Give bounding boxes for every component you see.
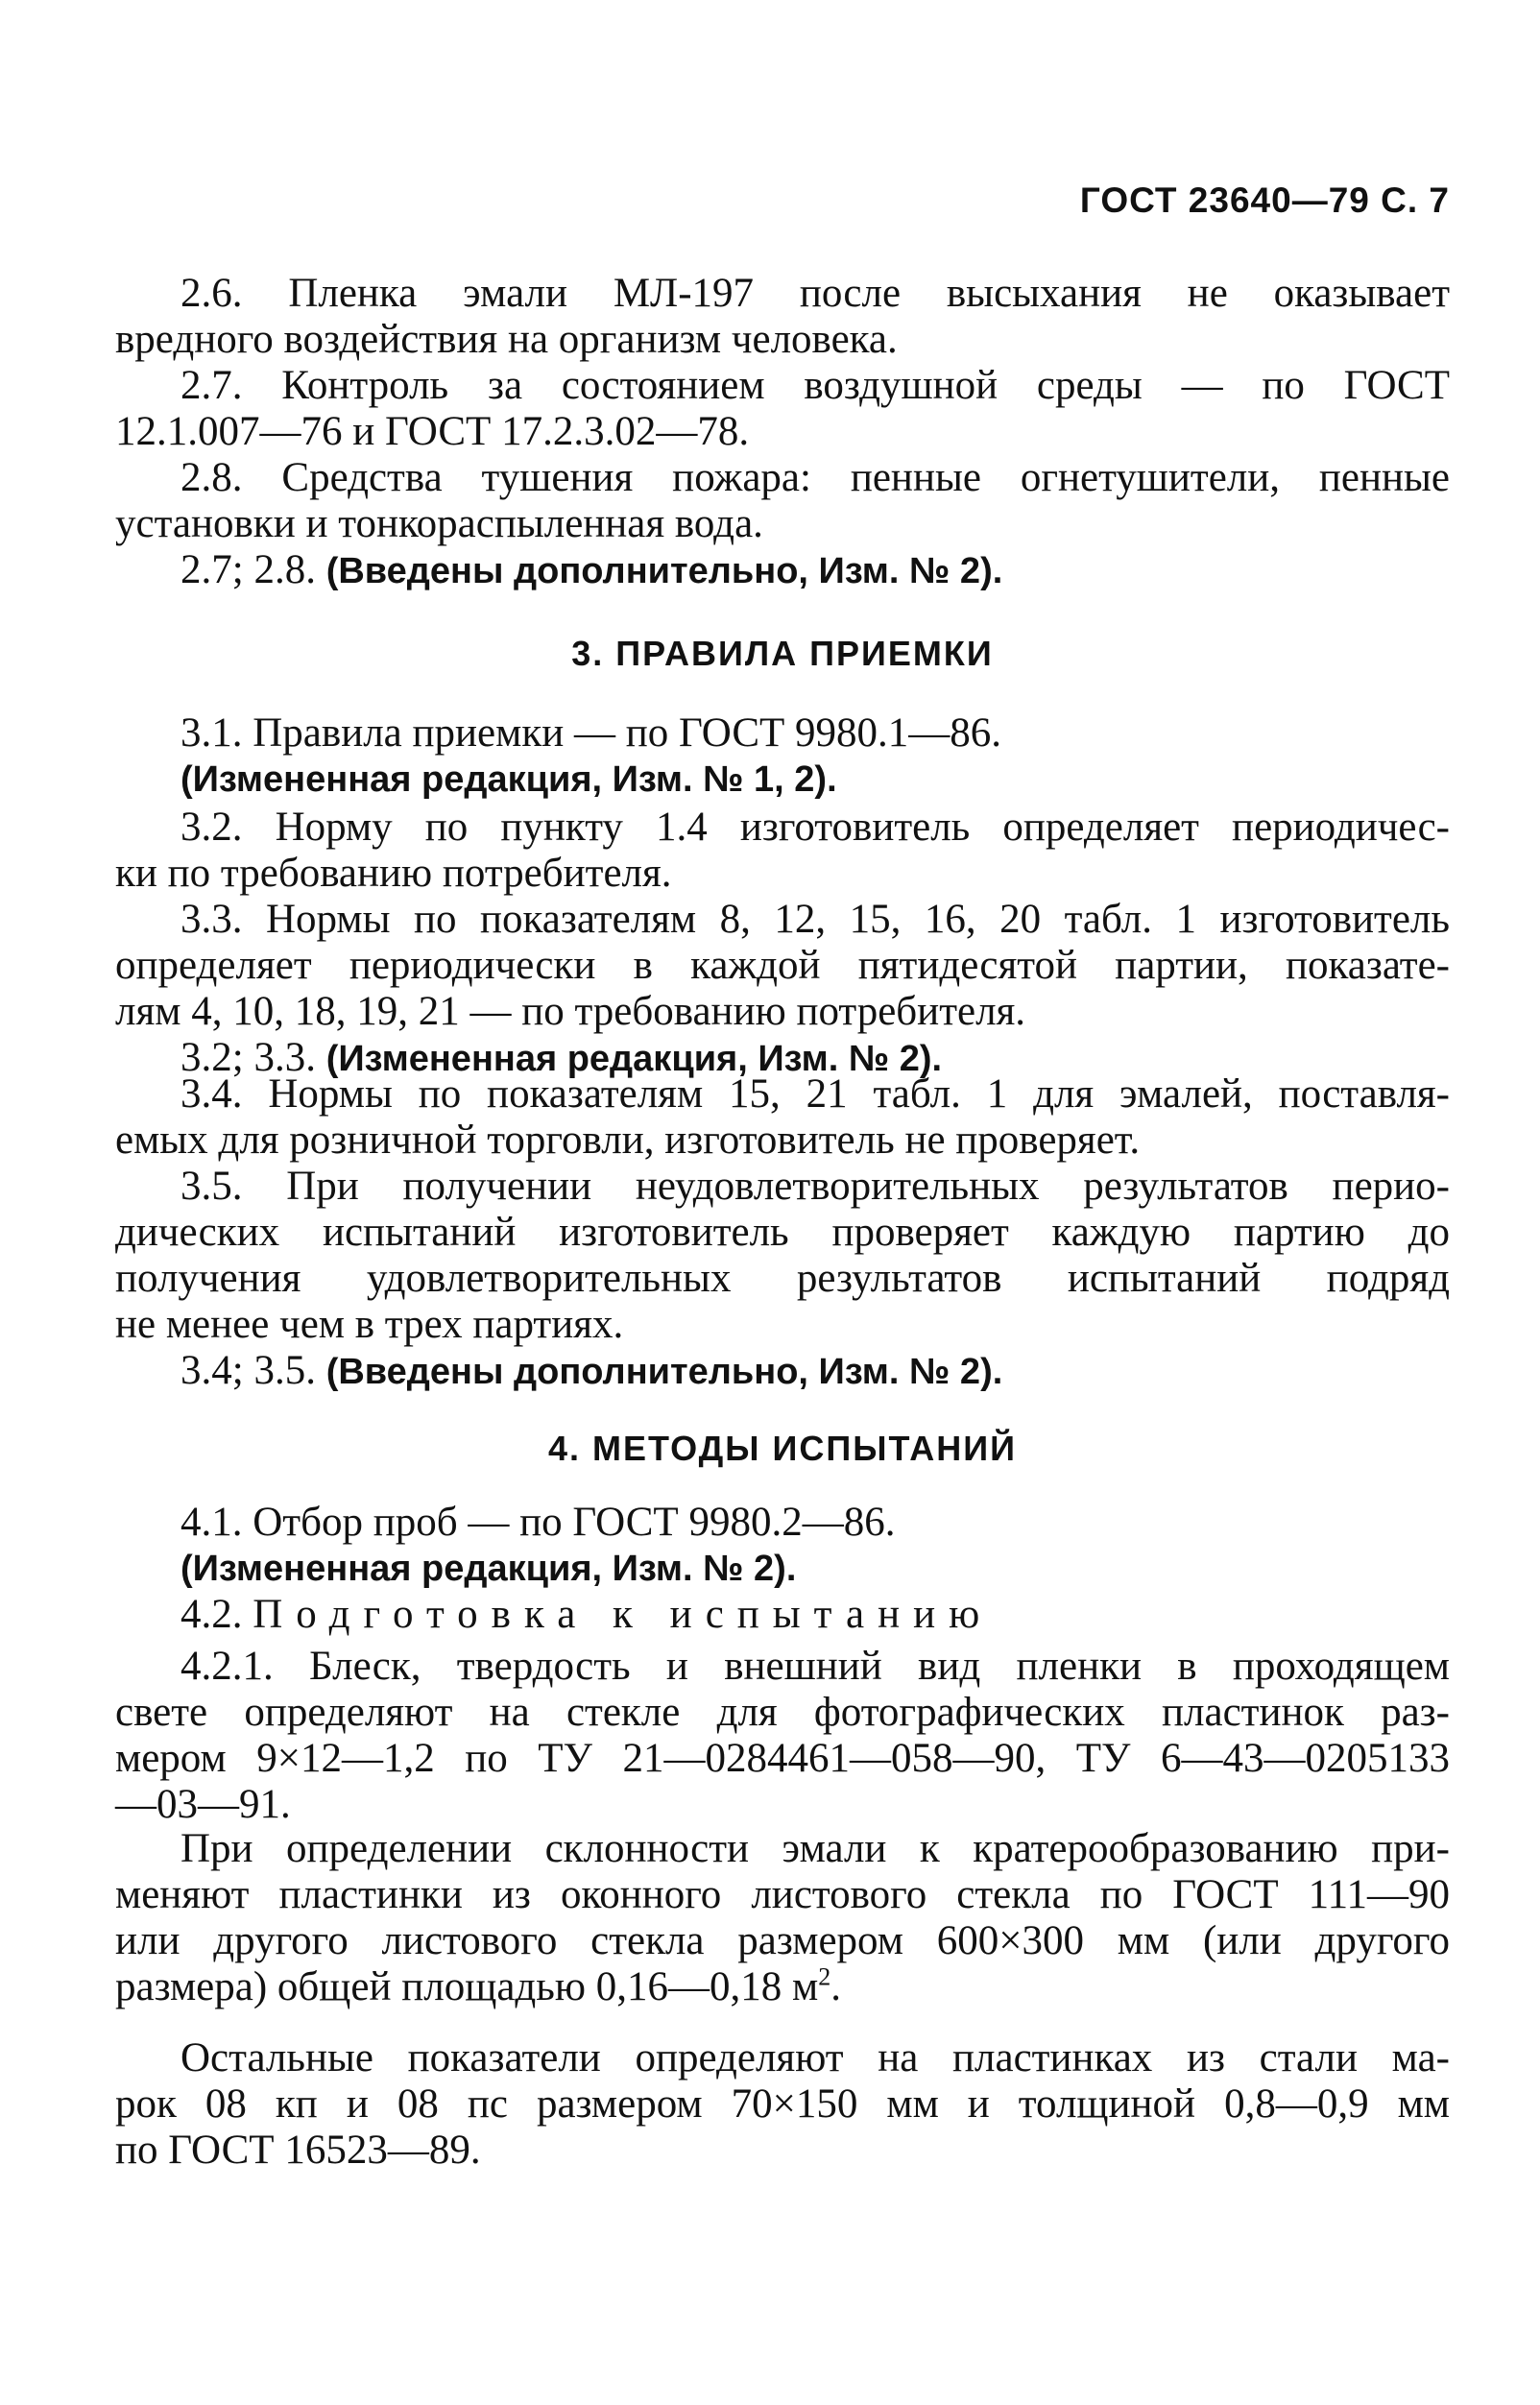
note-prefix: 2.7; 2.8. <box>180 547 326 592</box>
section3-paragraphs-b <box>115 1071 1450 1394</box>
text-line: 4.1. Отбор проб — по ГОСТ 9980.2—86. <box>180 1500 896 1545</box>
text-line: Остальные показатели определяют на пластинках из стали ма- <box>180 2035 1450 2080</box>
amendment-note: (Измененная редакция, Изм. № 2). <box>180 1549 797 1589</box>
paragraph-other-indicators <box>115 2035 1450 2174</box>
text-line: свете определяют на стекле для фотографических пластинок раз- <box>115 1690 1450 1735</box>
text-line: 3.5. При получении неудовлетворительных результатов перио- <box>180 1164 1450 1209</box>
section-heading: 4. МЕТОДЫ ИСПЫТАНИЙ <box>548 1429 1017 1468</box>
text-line: лям 4, 10, 18, 19, 21 — по требованию потребителя. <box>115 989 1026 1034</box>
text-line: 3.2. Норму по пункту 1.4 изготовитель определяет периодичес- <box>180 805 1450 850</box>
text-line: 2.6. Пленка эмали МЛ-197 после высыхания не оказывает <box>180 271 1450 316</box>
section2-paragraphs <box>115 271 1450 593</box>
paragraph-crater-test <box>115 1826 1450 2010</box>
text-line: установки и тонкораспыленная вода. <box>115 501 763 546</box>
subsection-title: Подготовка к испытанию <box>253 1592 994 1637</box>
text-line: емых для розничной торговли, изготовитель не проверяет. <box>115 1118 1141 1163</box>
section4-intro <box>115 1500 1450 1638</box>
paragraph-4-2-1 <box>115 1644 1450 1828</box>
note-bold: (Введены дополнительно, Изм. № 2). <box>325 551 1003 591</box>
text-line: ки по требованию потребителя. <box>115 851 672 896</box>
text-line: получения удовлетворительных результатов испытаний подряд <box>115 1256 1450 1301</box>
text-line: по ГОСТ 16523—89. <box>115 2128 481 2173</box>
section3-paragraphs-a <box>115 805 1450 1081</box>
text-line: 12.1.007—76 и ГОСТ 17.2.3.02—78. <box>115 409 750 454</box>
page-header: ГОСТ 23640—79 С. 7 <box>1079 180 1450 220</box>
document-page <box>115 0 1450 2405</box>
subsection-heading <box>115 1592 1450 1638</box>
section-heading: 3. ПРАВИЛА ПРИЕМКИ <box>571 634 994 673</box>
note-bold: (Введены дополнительно, Изм. № 2). <box>325 1352 1003 1392</box>
text-line: 3.3. Нормы по показателям 8, 12, 15, 16, 20 табл. 1 изготовитель <box>180 897 1450 942</box>
text-line: 3.4. Нормы по показателям 15, 21 табл. 1 для эмалей, поставля- <box>180 1071 1450 1117</box>
note-prefix: 3.4; 3.5. <box>180 1348 326 1393</box>
text-line: меняют пластинки из оконного листового стекла по ГОСТ 111—90 <box>115 1872 1450 1917</box>
text-line: 4.2.1. Блеск, твердость и внешний вид пленки в проходящем <box>180 1644 1450 1689</box>
superscript: 2 <box>818 1962 831 1991</box>
note-bold: (Измененная редакция, Изм. № 2). <box>325 1039 943 1079</box>
text-fragment: размера) общей площадью 0,16—0,18 м <box>115 1964 819 2009</box>
text-line: не менее чем в трех партиях. <box>115 1302 624 1347</box>
text-line: 2.7. Контроль за состоянием воздушной среды — по ГОСТ <box>180 363 1450 408</box>
section3-intro <box>115 710 1450 803</box>
text-line: дических испытаний изготовитель проверяет каждую партию до <box>115 1210 1450 1255</box>
text-line: При определении склонности эмали к кратерообразованию при- <box>180 1826 1450 1871</box>
text-line: 2.8. Средства тушения пожара: пенные огнетушители, пенные <box>180 455 1450 500</box>
text-line: 3.1. Правила приемки — по ГОСТ 9980.1—86. <box>180 710 1002 756</box>
note-prefix: 3.2; 3.3. <box>180 1035 326 1080</box>
amendment-note <box>115 1348 1450 1394</box>
text-line: вредного воздействия на организм человека. <box>115 317 898 362</box>
subsection-number: 4.2. <box>180 1592 253 1637</box>
text-line: рок 08 кп и 08 пс размером 70×150 мм и толщиной 0,8—0,9 мм <box>115 2081 1450 2127</box>
text-line: или другого листового стекла размером 600×300 мм (или другого <box>115 1918 1450 1963</box>
text-line: мером 9×12—1,2 по ТУ 21—0284461—058—90, ТУ 6—43—0205133 <box>115 1736 1450 1781</box>
amendment-note <box>115 547 1450 593</box>
amendment-note: (Измененная редакция, Изм. № 1, 2). <box>180 759 837 800</box>
text-fragment: . <box>830 1964 841 2009</box>
text-line: —03—91. <box>115 1782 291 1827</box>
text-line: определяет периодически в каждой пятидесятой партии, показате- <box>115 943 1450 988</box>
text-line <box>115 1964 1450 2010</box>
